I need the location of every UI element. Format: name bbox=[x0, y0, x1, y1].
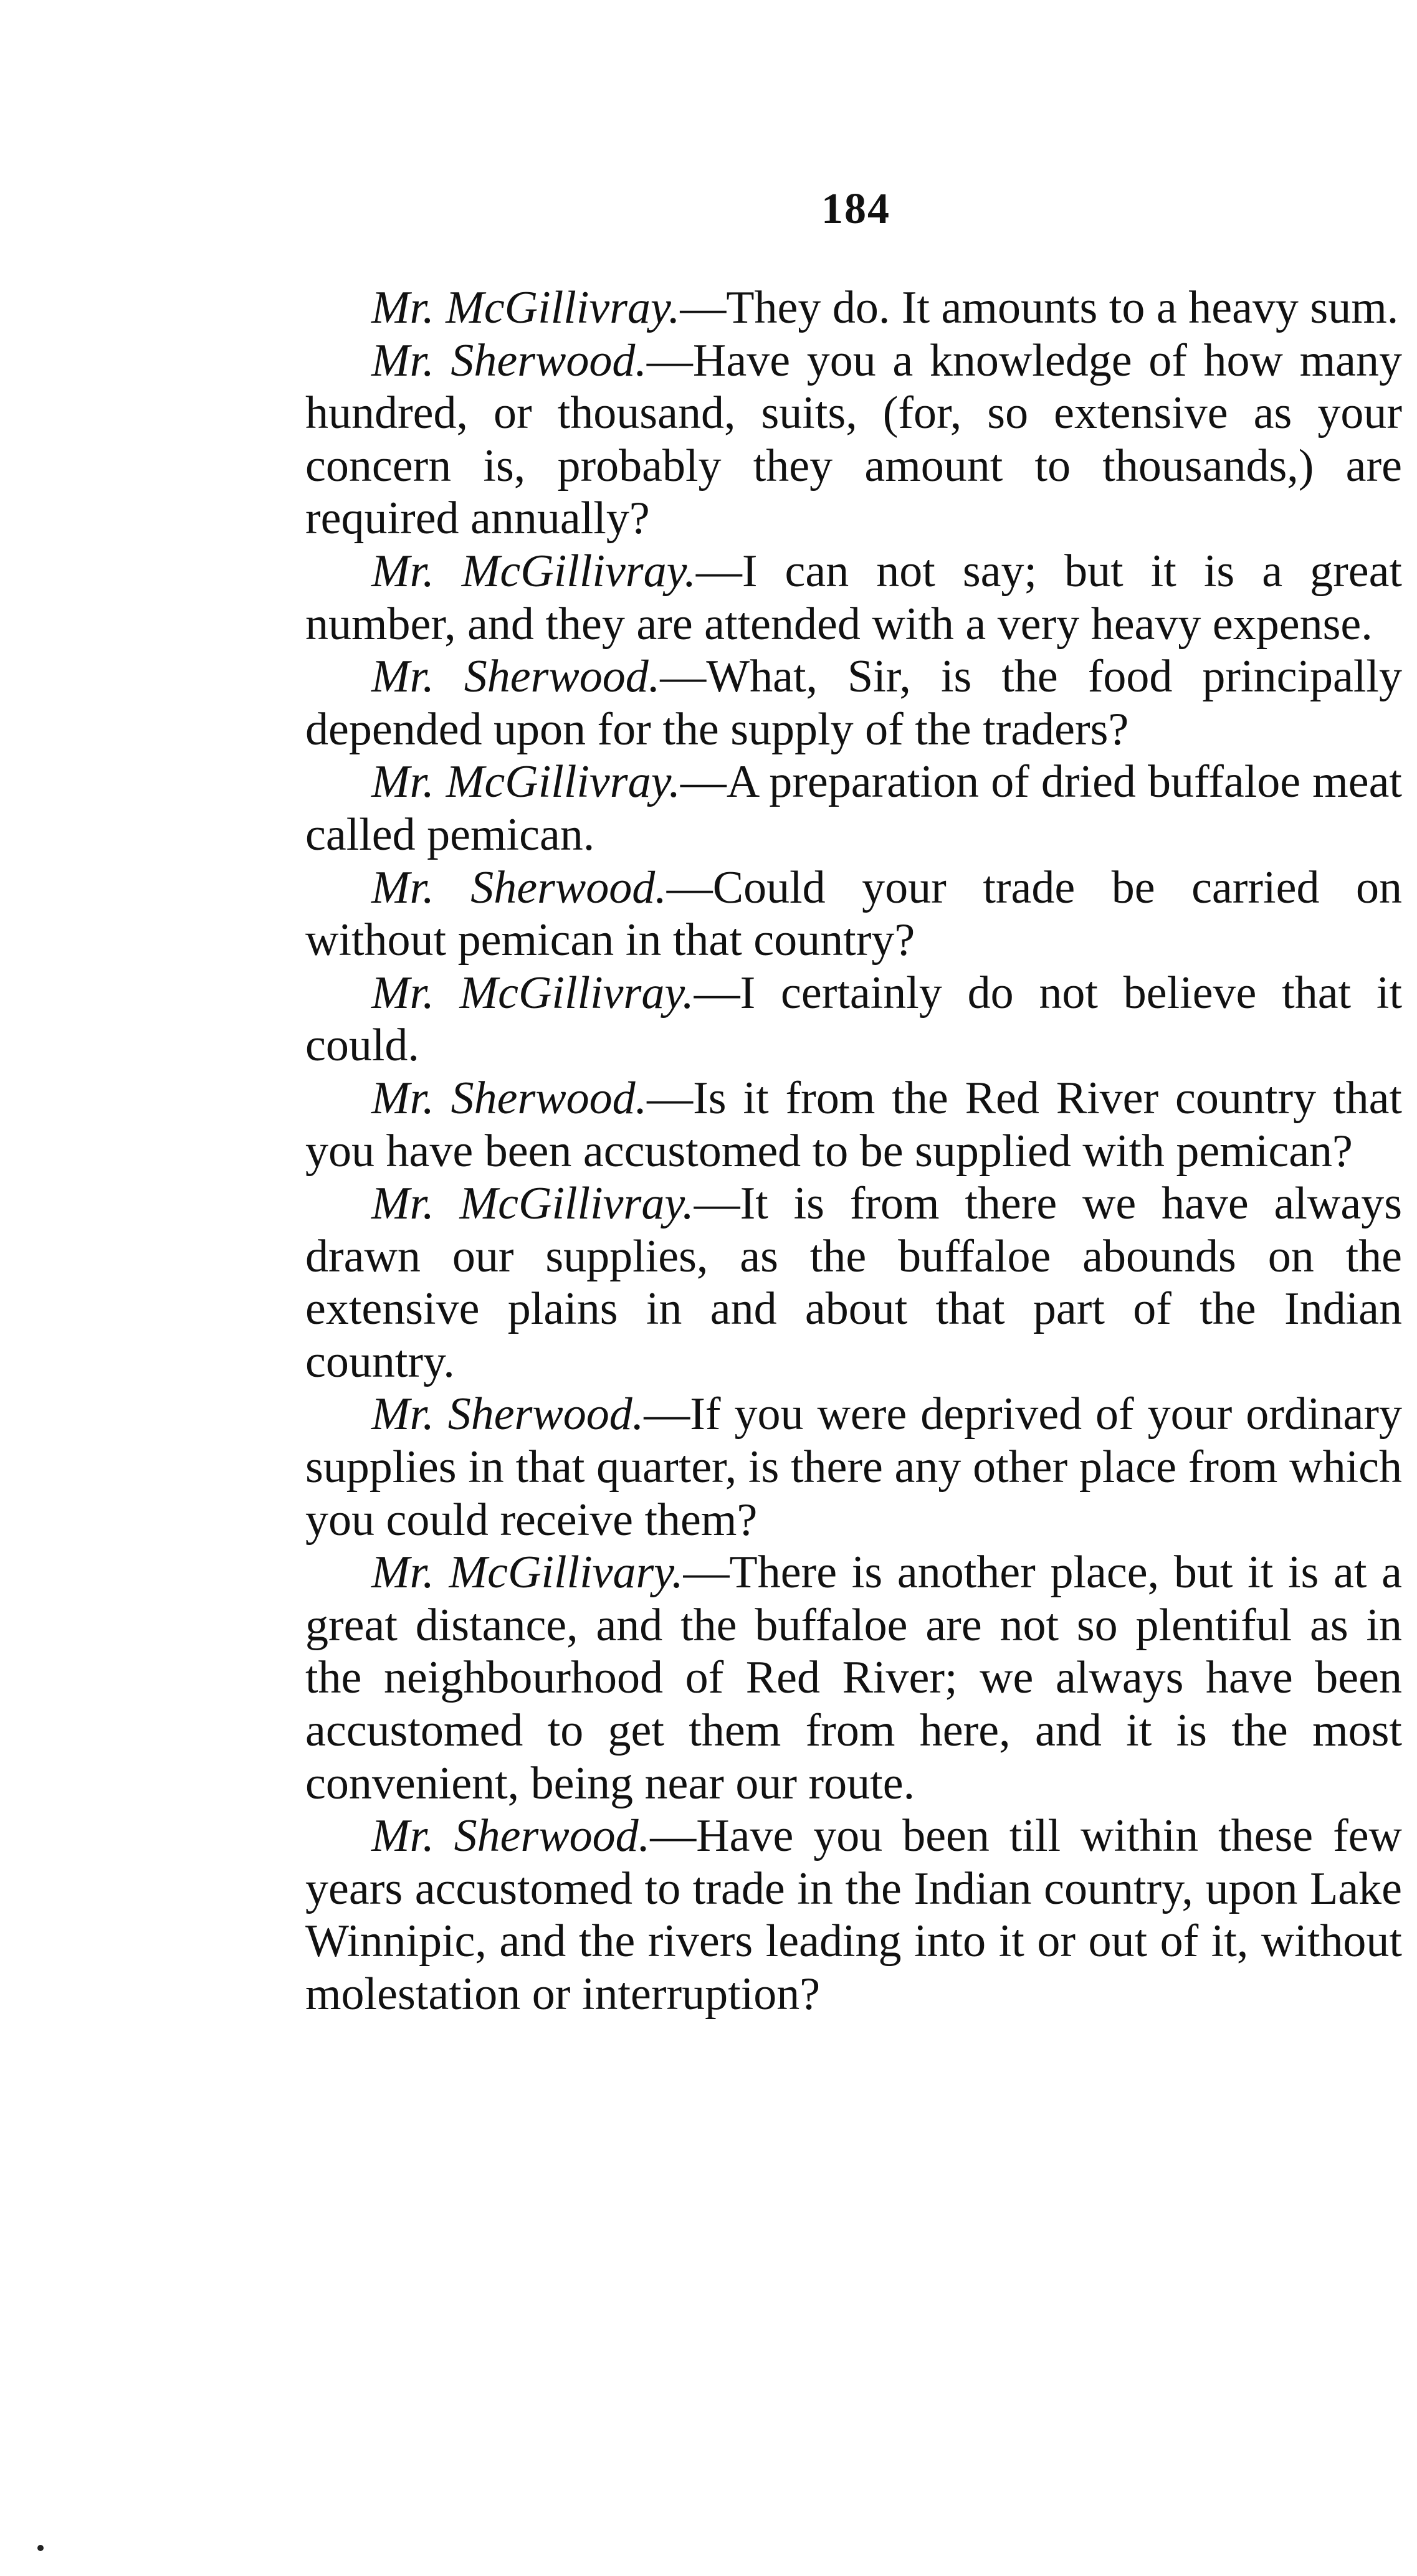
speech-text: —Is it from the Red River country that you have been accustomed to be supplied with pemican? bbox=[305, 1072, 1402, 1177]
speech-text: —Have you been till within these few years accustomed to trade in the Indian country, upon Lake Winnipic, and the rivers leading into it or out of it, without molestation or interruption? bbox=[305, 1810, 1402, 2020]
speaker-name: Mr. McGillivray. bbox=[371, 545, 696, 597]
speaker-name: Mr. Sherwood. bbox=[371, 862, 667, 913]
paragraph bbox=[305, 335, 1402, 545]
speaker-name: Mr. McGillivary. bbox=[371, 1547, 684, 1599]
speaker-name: Mr. McGillivray. bbox=[371, 756, 680, 808]
page-number: 184 bbox=[821, 185, 890, 233]
speech-text: —A preparation of dried buffaloe meat called pemican. bbox=[305, 756, 1402, 860]
paragraph bbox=[305, 1072, 1402, 1177]
paragraph bbox=[305, 1810, 1402, 2020]
speaker-name: Mr. McGillivray. bbox=[371, 967, 694, 1019]
paragraph bbox=[305, 650, 1402, 756]
speech-text: —They do. It amounts to a heavy sum. bbox=[680, 282, 1399, 333]
testimony-text bbox=[305, 282, 1402, 2021]
paragraph bbox=[305, 1177, 1402, 1388]
paragraph bbox=[305, 862, 1402, 967]
speech-text: —I can not say; but it is a great number, and they are attended with a very heavy expense. bbox=[305, 545, 1402, 650]
speech-text: —There is another place, but it is at a great distance, and the buffaloe are not so plentiful as in the neighbourhood of Red River; we always have been accustomed to get them from here, and it is the most convenient, being near our route. bbox=[305, 1547, 1403, 1809]
paragraph bbox=[305, 282, 1402, 335]
speaker-name: Mr. Sherwood. bbox=[371, 1389, 644, 1440]
paragraph bbox=[305, 967, 1402, 1072]
speaker-name: Mr. McGillivray. bbox=[371, 1178, 694, 1230]
paper-speck bbox=[37, 2545, 44, 2551]
speaker-name: Mr. Sherwood. bbox=[371, 651, 661, 703]
paragraph bbox=[305, 545, 1402, 650]
speech-text: —What, Sir, is the food principally depended upon for the supply of the traders? bbox=[305, 651, 1402, 755]
speaker-name: Mr. Sherwood. bbox=[371, 1810, 651, 1862]
speaker-name: Mr. Sherwood. bbox=[371, 335, 647, 386]
paragraph bbox=[305, 756, 1402, 861]
speaker-name: Mr. McGillivray. bbox=[371, 282, 680, 333]
speech-text: —Have you a knowledge of how many hundred, or thousand, suits, (for, so extensive as your concern is, probably they amount to thousands,) are required annually? bbox=[305, 335, 1402, 544]
speech-text: —It is from there we have always drawn our supplies, as the buffaloe abounds on the extensive plains in and about that part of the Indian country. bbox=[305, 1178, 1402, 1387]
speech-text: —Could your trade be carried on without pemican in that country? bbox=[305, 862, 1402, 966]
speech-text: —If you were deprived of your ordinary supplies in that quarter, is there any other place from which you could receive them? bbox=[305, 1389, 1402, 1546]
speech-text: —I certainly do not believe that it could. bbox=[305, 967, 1403, 1072]
paragraph bbox=[305, 1388, 1402, 1546]
paragraph bbox=[305, 1546, 1402, 1810]
speaker-name: Mr. Sherwood. bbox=[371, 1072, 647, 1124]
